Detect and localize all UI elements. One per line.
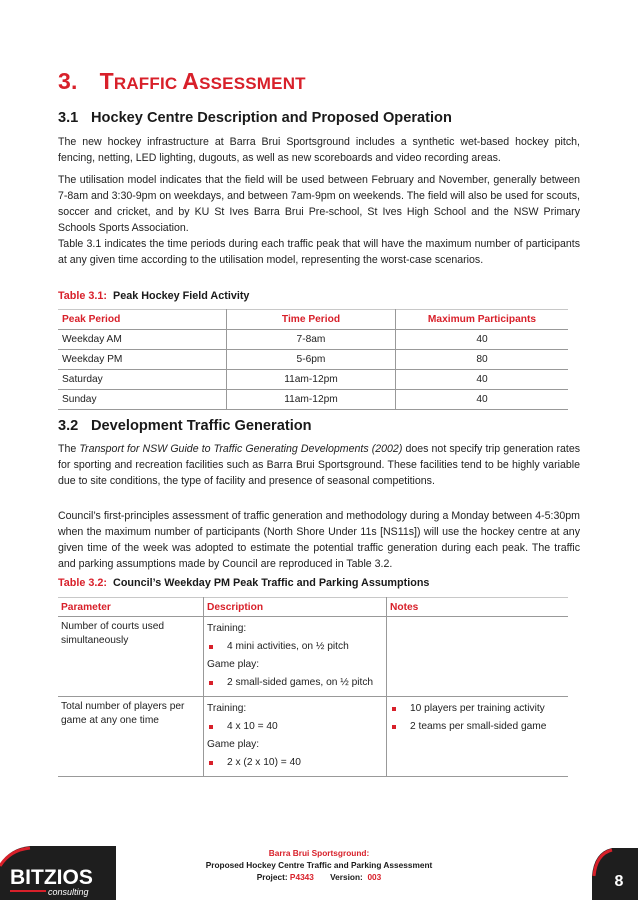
table-header-row xyxy=(58,598,568,617)
logo-subtext: consulting xyxy=(48,887,89,897)
paragraph-council-assessment: Council’s first-principles assessment of traffic generation and methodology during a Monday between 4-5:30pm when the maximum number of participants (North Shore Under 11s [NS11s]) will use the hockey centre at any given time of the week was adopted to estimate the potential traffic generation during each peak. The traffic and parking assumptions made by Council are reproduced in Table 3.2. xyxy=(58,510,580,570)
list-item: 2 small-sided games, on ½ pitch xyxy=(207,674,383,692)
section-number: 3. xyxy=(58,68,78,94)
peak-activity-table xyxy=(58,309,568,410)
footer-title: Barra Brui Sportsground: xyxy=(268,848,370,858)
logo-wordmark: BITZIOS xyxy=(10,866,93,889)
list-item: 10 players per training activity xyxy=(390,700,565,718)
subsection-heading-3-1: 3.1 Hockey Centre Description and Proposed Operation xyxy=(58,110,452,126)
footer-subtitle: Proposed Hockey Centre Traffic and Parking Assessment xyxy=(205,860,433,870)
column-header: Notes xyxy=(387,598,569,617)
table-row: Weekday AM 7-8am 40 xyxy=(58,330,568,350)
table-row: Sunday 11am-12pm 40 xyxy=(58,390,568,410)
logo-underline xyxy=(10,890,46,892)
table-3-1-caption: Table 3.1: Peak Hockey Field Activity xyxy=(58,290,250,302)
column-header: Time Period xyxy=(227,310,396,330)
column-header: Peak Period xyxy=(58,310,227,330)
column-header: Description xyxy=(204,598,387,617)
list-item: 4 mini activities, on ½ pitch xyxy=(207,638,383,656)
page-number-badge xyxy=(568,844,638,900)
table-3-2-caption: Table 3.2: Council’s Weekday PM Peak Traffic and Parking Assumptions xyxy=(58,577,430,589)
subsection-heading-3-2: 3.2 Development Traffic Generation xyxy=(58,418,312,434)
column-header: Maximum Participants xyxy=(396,310,569,330)
table-row: Saturday 11am-12pm 40 xyxy=(58,370,568,390)
section-heading: 3. TRAFFIC ASSESSMENT xyxy=(58,68,306,94)
table-row: Number of courts used simultaneously Training: 4 mini activities, on ½ pitch Game play: 2 small-sided games, on ½ pitch xyxy=(58,617,568,697)
page-number: 8 xyxy=(614,873,624,890)
bitzios-logo xyxy=(0,842,116,900)
list-item: 2 x (2 x 10) = 40 xyxy=(207,754,383,772)
list-item: 2 teams per small-sided game xyxy=(390,718,565,736)
table-header-row xyxy=(58,310,568,330)
paragraph-infrastructure: The new hockey infrastructure at Barra Brui Sportsground includes a synthetic wet-based hockey pitch, fencing, netting, LED lighting, dugouts, as well as new scoreboards and video recording areas. xyxy=(58,136,580,164)
table-row: Total number of players per game at any one time Training: 4 x 10 = 40 Game play: 2 x (2 x 10) = 40 10 players per training activity 2 teams per small-sided game xyxy=(58,697,568,777)
traffic-assumptions-table xyxy=(58,597,568,777)
list-item: 4 x 10 = 40 xyxy=(207,718,383,736)
footer-project-line: Project: P4343 Version: 003 xyxy=(256,872,382,882)
table-row: Weekday PM 5-6pm 80 xyxy=(58,350,568,370)
column-header: Parameter xyxy=(58,598,204,617)
paragraph-time-periods: Table 3.1 indicates the time periods during each traffic peak that will have the maximum number of participants at any given time according to the utilisation model, representing the worst-case scenarios. xyxy=(58,238,580,266)
paragraph-tfnsw-guide: The Transport for NSW Guide to Traffic Generating Developments (2002) does not specify trip generation rates for sporting and recreation facilities such as Barra Brui Sportsground. These facilities tend to be highly variable due to site conditions, the type of facility and presence of seasonal competitions. xyxy=(58,443,581,487)
paragraph-utilisation: The utilisation model indicates that the field will be used between February and November, generally between 7-8am and 3:30-9pm on weekdays, and between 7am-9pm on weekends. The field will also be used for scouts, soccer and cricket, and by KU St Ives Barra Brui Pre-school, St Ives High School and the NSW Primary Schools Sports Association. xyxy=(58,174,580,234)
